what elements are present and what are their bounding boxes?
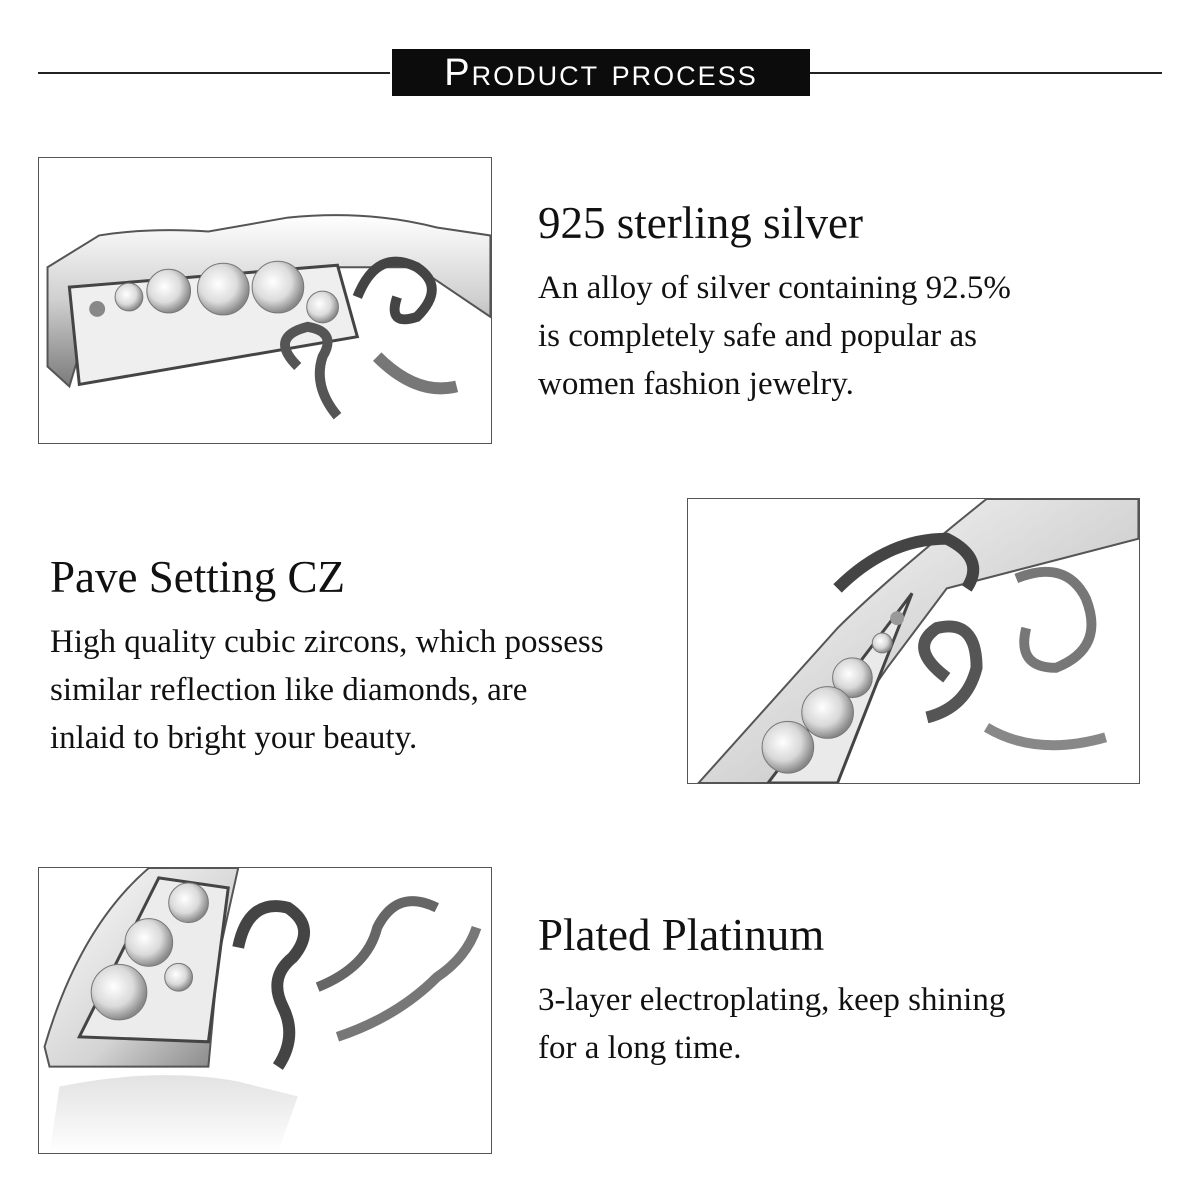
feature-title: Pave Setting CZ — [50, 552, 345, 602]
product-photo-sterling-silver — [38, 157, 492, 444]
jewelry-closeup-image — [39, 868, 491, 1153]
section-header-badge — [392, 49, 810, 96]
header-divider-right — [810, 72, 1162, 74]
description-line: inlaid to bright your beauty. — [50, 719, 418, 756]
description-line: is completely safe and popular as — [538, 317, 977, 354]
description-line: High quality cubic zircons, which possess — [50, 623, 604, 660]
section-title: Product process — [444, 51, 758, 94]
feature-pave-setting — [50, 552, 670, 762]
description-line: women fashion jewelry. — [538, 365, 854, 402]
description-line: for a long time. — [538, 1029, 742, 1066]
header-divider-left — [38, 72, 390, 74]
feature-description — [50, 618, 670, 762]
jewelry-closeup-image — [688, 499, 1139, 783]
product-photo-pave-setting — [687, 498, 1140, 784]
feature-description — [538, 976, 1098, 1072]
feature-title: Plated Platinum — [538, 910, 825, 960]
feature-title: 925 sterling silver — [538, 198, 863, 248]
feature-sterling-silver — [538, 198, 1098, 408]
description-line: similar reflection like diamonds, are — [50, 671, 528, 708]
description-line: An alloy of silver containing 92.5% — [538, 269, 1011, 306]
feature-plated-platinum — [538, 910, 1098, 1072]
jewelry-closeup-image — [39, 158, 491, 443]
product-photo-plated-platinum — [38, 867, 492, 1154]
description-line: 3-layer electroplating, keep shining — [538, 981, 1006, 1018]
feature-description — [538, 264, 1098, 408]
